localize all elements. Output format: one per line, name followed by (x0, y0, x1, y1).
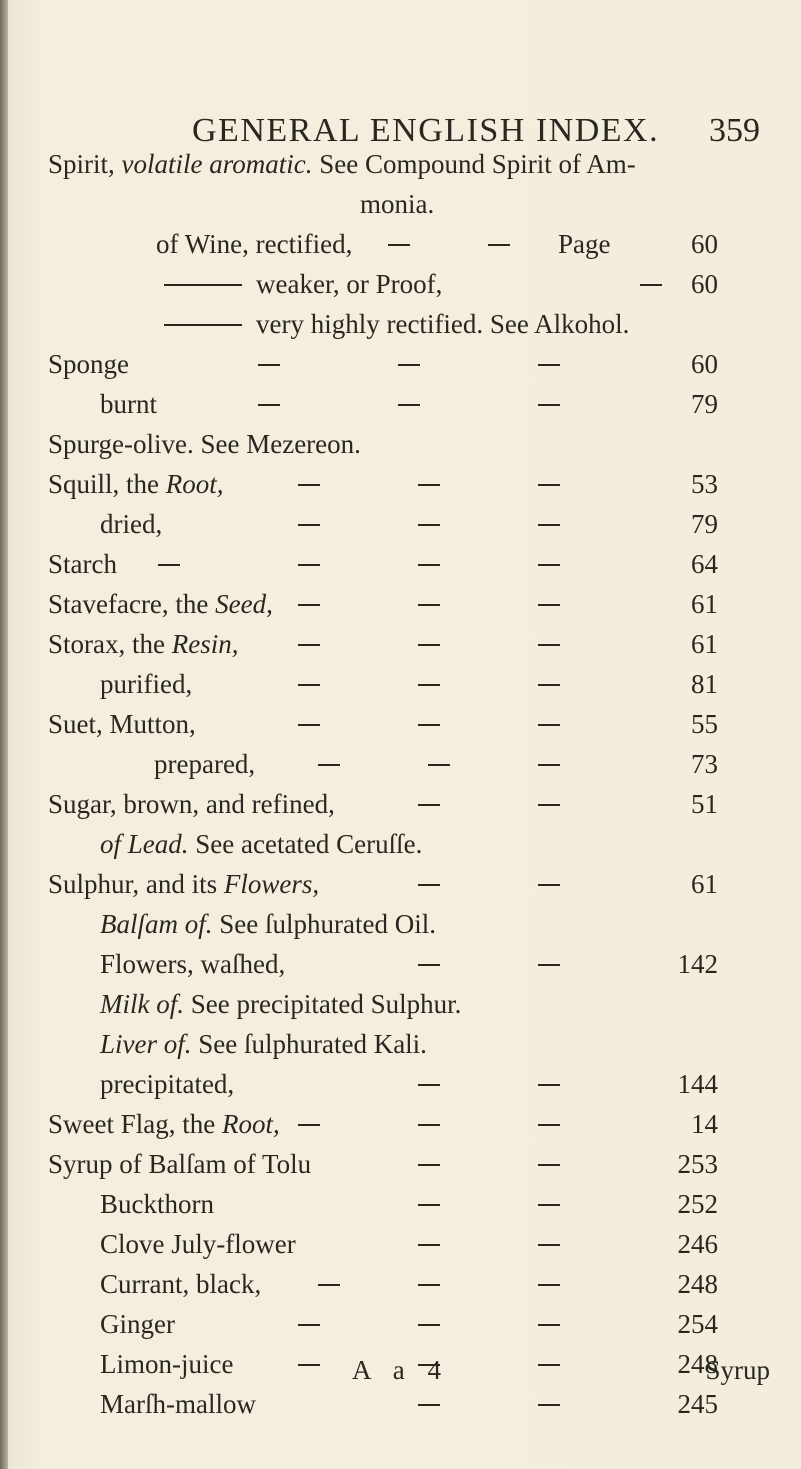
entry-term: Spirit, (48, 149, 115, 179)
entry-text (48, 864, 319, 904)
page-reference: 64 (691, 549, 718, 579)
index-entry (0, 824, 801, 864)
entry-italic: Milk of. (100, 989, 184, 1019)
page-reference: 248 (677, 1349, 718, 1379)
entry-text (100, 1024, 427, 1064)
entry-term: burnt (100, 389, 157, 419)
leader-dash (418, 1284, 440, 1286)
leader-dash (418, 1244, 440, 1246)
leader-dash (538, 1244, 560, 1246)
leader-dash (538, 1124, 560, 1126)
page-reference: 254 (677, 1309, 718, 1339)
entry-text (100, 1184, 214, 1224)
page-label: Page (558, 229, 611, 259)
entry-reference: See acetated Ceruſſe. (188, 829, 423, 859)
leader-dash (298, 604, 320, 606)
entry-term: Stavefacre, the (48, 589, 216, 619)
entry-reference: See ſulphurated Kali. (191, 1029, 427, 1059)
index-entry (0, 1304, 801, 1344)
leader-dash (538, 804, 560, 806)
index-entry (0, 664, 801, 704)
entry-term: Suet, Mutton, (48, 709, 196, 739)
leader-dash (418, 804, 440, 806)
page-reference: 14 (691, 1109, 718, 1139)
entry-text (100, 1224, 296, 1264)
leader-dash (158, 564, 180, 566)
leader-dash (418, 684, 440, 686)
entry-term: Spurge-olive. See Mezereon. (48, 429, 361, 459)
page-number: 359 (709, 112, 760, 149)
index-entry (0, 144, 801, 184)
entry-text (48, 424, 361, 464)
entry-italic: Root, (165, 469, 224, 499)
page-reference: 245 (677, 1389, 718, 1419)
page-reference: 61 (691, 589, 718, 619)
leader-dash (538, 564, 560, 566)
entry-term: Currant, black, (100, 1269, 262, 1299)
leader-dash (418, 1124, 440, 1126)
leader-dash (418, 884, 440, 886)
entry-italic: Balſam of. (100, 909, 213, 939)
leader-dash (418, 524, 440, 526)
leader-dash (538, 684, 560, 686)
leader-dash (538, 404, 560, 406)
leader-dash (298, 684, 320, 686)
index-entry (0, 624, 801, 664)
page-reference: 81 (691, 669, 718, 699)
index-entry (0, 744, 801, 784)
leader-dash (418, 1084, 440, 1086)
leader-dash (428, 764, 450, 766)
leader-dash (538, 484, 560, 486)
entry-term: monia. (360, 189, 435, 219)
page-reference: 53 (691, 469, 718, 499)
leader-dash (538, 1164, 560, 1166)
entry-text (154, 744, 255, 784)
leader-dash (298, 484, 320, 486)
entry-text (100, 944, 285, 984)
entry-text (48, 144, 636, 184)
entry-term: of Wine, rectified, (156, 229, 353, 259)
entry-term: Buckthorn (100, 1189, 214, 1219)
entry-term: Starch (48, 549, 117, 579)
entry-text (48, 344, 129, 384)
leader-dash (418, 1324, 440, 1326)
page-reference: 60 (691, 229, 718, 259)
entry-term: purified, (100, 669, 193, 699)
entry-text (156, 224, 352, 264)
leader-dash (538, 644, 560, 646)
entry-italic: volatile aromatic. (114, 149, 313, 179)
index-entry (0, 464, 801, 504)
index-entry (0, 784, 801, 824)
entry-term: Limon-juice (100, 1349, 234, 1379)
index-entry (0, 1224, 801, 1264)
entry-text (100, 1064, 234, 1104)
entry-reference: See ſulphurated Oil. (212, 909, 436, 939)
entry-text (100, 1264, 261, 1304)
leader-dash (258, 404, 280, 406)
leader-dash (418, 564, 440, 566)
entry-italic: Seed, (215, 589, 273, 619)
entry-term: dried, (100, 509, 163, 539)
leader-dash (298, 644, 320, 646)
index-entry (0, 1104, 801, 1144)
index-entry (0, 984, 801, 1024)
entry-term: Flowers, waſhed, (100, 949, 286, 979)
leader-dash (318, 1284, 340, 1286)
leader-dash (538, 1404, 560, 1406)
entry-italic: Root, (221, 1109, 280, 1139)
leader-dash (418, 964, 440, 966)
leader-dash (298, 564, 320, 566)
leader-dash (538, 604, 560, 606)
entry-text (48, 1144, 311, 1184)
index-entry (0, 264, 801, 304)
page-reference: 253 (677, 1149, 718, 1179)
index-entry (0, 864, 801, 904)
entry-text (48, 784, 335, 824)
index-entry (0, 1264, 801, 1304)
entry-text (100, 384, 157, 424)
index-entry (0, 704, 801, 744)
entry-text (100, 504, 162, 544)
entry-italic: Flowers, (223, 869, 320, 899)
leader-dash (538, 1324, 560, 1326)
entry-term: Marſh-mallow (100, 1389, 256, 1419)
index-entry (0, 224, 801, 264)
entry-italic: Resin, (171, 629, 239, 659)
entry-term: Squill, the (48, 469, 166, 499)
entry-term: precipitated, (100, 1069, 235, 1099)
entry-reference: See Compound Spirit of Am- (312, 149, 636, 179)
leader-dash (418, 1204, 440, 1206)
page-reference: 60 (691, 269, 718, 299)
index-entry (0, 544, 801, 584)
leader-dash (418, 644, 440, 646)
page-reference: 246 (677, 1229, 718, 1259)
leader-dash (538, 1084, 560, 1086)
leader-dash (418, 724, 440, 726)
index-entry (0, 504, 801, 544)
page-reference: 61 (691, 869, 718, 899)
entry-text (48, 464, 224, 504)
entry-text (100, 904, 436, 944)
index-entry (0, 944, 801, 984)
leader-dash (398, 404, 420, 406)
leader-dash (418, 1164, 440, 1166)
entry-italic: of Lead. (100, 829, 189, 859)
leader-dash (418, 604, 440, 606)
index-entry (0, 1184, 801, 1224)
entry-term: Ginger (100, 1309, 175, 1339)
leader-dash (538, 764, 560, 766)
entry-reference: See precipitated Sulphur. (183, 989, 462, 1019)
page-reference: 55 (691, 709, 718, 739)
catchword: Syrup (705, 1355, 770, 1385)
entry-term: Sugar, brown, and refined, (48, 789, 335, 819)
entry-text (100, 664, 192, 704)
index-entry (0, 344, 801, 384)
index-entry (0, 1384, 801, 1424)
index-entry (0, 584, 801, 624)
entry-text (360, 184, 434, 224)
entry-text (48, 624, 238, 664)
leader-dash (298, 1124, 320, 1126)
entry-term: very highly rectified. See Alkohol. (256, 309, 630, 339)
leader-dash (298, 724, 320, 726)
entry-term: Sulphur, and its (48, 869, 224, 899)
entry-italic: Liver of. (100, 1029, 192, 1059)
entry-text (100, 984, 461, 1024)
ditto-rule (164, 324, 242, 326)
page-footer (0, 1350, 801, 1390)
entry-text (256, 304, 629, 344)
leader-dash (488, 244, 510, 246)
entry-term: Storax, the (48, 629, 172, 659)
page-reference: 248 (677, 1269, 718, 1299)
entry-text (100, 1304, 175, 1344)
leader-dash (418, 1404, 440, 1406)
page-reference: 142 (677, 949, 718, 979)
entry-term: Clove July-flower (100, 1229, 296, 1259)
page-reference: 144 (677, 1069, 718, 1099)
leader-dash (538, 1284, 560, 1286)
entry-text (48, 584, 273, 624)
page-reference: 73 (691, 749, 718, 779)
index-title: GENERAL ENGLISH INDEX. (192, 112, 660, 149)
leader-dash (538, 724, 560, 726)
entry-text (100, 824, 422, 864)
index-entry (0, 424, 801, 464)
page-reference: 79 (691, 389, 718, 419)
leader-dash (298, 1324, 320, 1326)
leader-dash (538, 884, 560, 886)
index-entry (0, 304, 801, 344)
index-entry (0, 1064, 801, 1104)
page-reference: 61 (691, 629, 718, 659)
entry-text (100, 1384, 256, 1424)
leader-dash (318, 764, 340, 766)
index-entry (0, 904, 801, 944)
entry-text (48, 704, 196, 744)
leader-dash (258, 364, 280, 366)
entry-term: prepared, (154, 749, 256, 779)
entry-term: Syrup of Balſam of Tolu (48, 1149, 312, 1179)
leader-dash (398, 364, 420, 366)
leader-dash (538, 364, 560, 366)
leader-dash (538, 964, 560, 966)
index-entry (0, 1144, 801, 1184)
page-reference: 51 (691, 789, 718, 819)
entry-term: Sweet Flag, the (48, 1109, 222, 1139)
page-reference: 79 (691, 509, 718, 539)
signature-mark: A a 4 (352, 1355, 449, 1385)
index-entry (0, 1024, 801, 1064)
index-entry (0, 184, 801, 224)
entry-term: Sponge (48, 349, 129, 379)
entry-text (256, 264, 442, 304)
leader-dash (538, 1204, 560, 1206)
ditto-rule (164, 284, 242, 286)
entry-term: weaker, or Proof, (256, 269, 443, 299)
index-entry (0, 384, 801, 424)
page-reference: 60 (691, 349, 718, 379)
leader-dash (388, 244, 410, 246)
leader-dash (538, 524, 560, 526)
page-reference: 252 (677, 1189, 718, 1219)
leader-dash (298, 524, 320, 526)
entry-text (48, 544, 117, 584)
entry-text (48, 1104, 280, 1144)
leader-dash (418, 484, 440, 486)
